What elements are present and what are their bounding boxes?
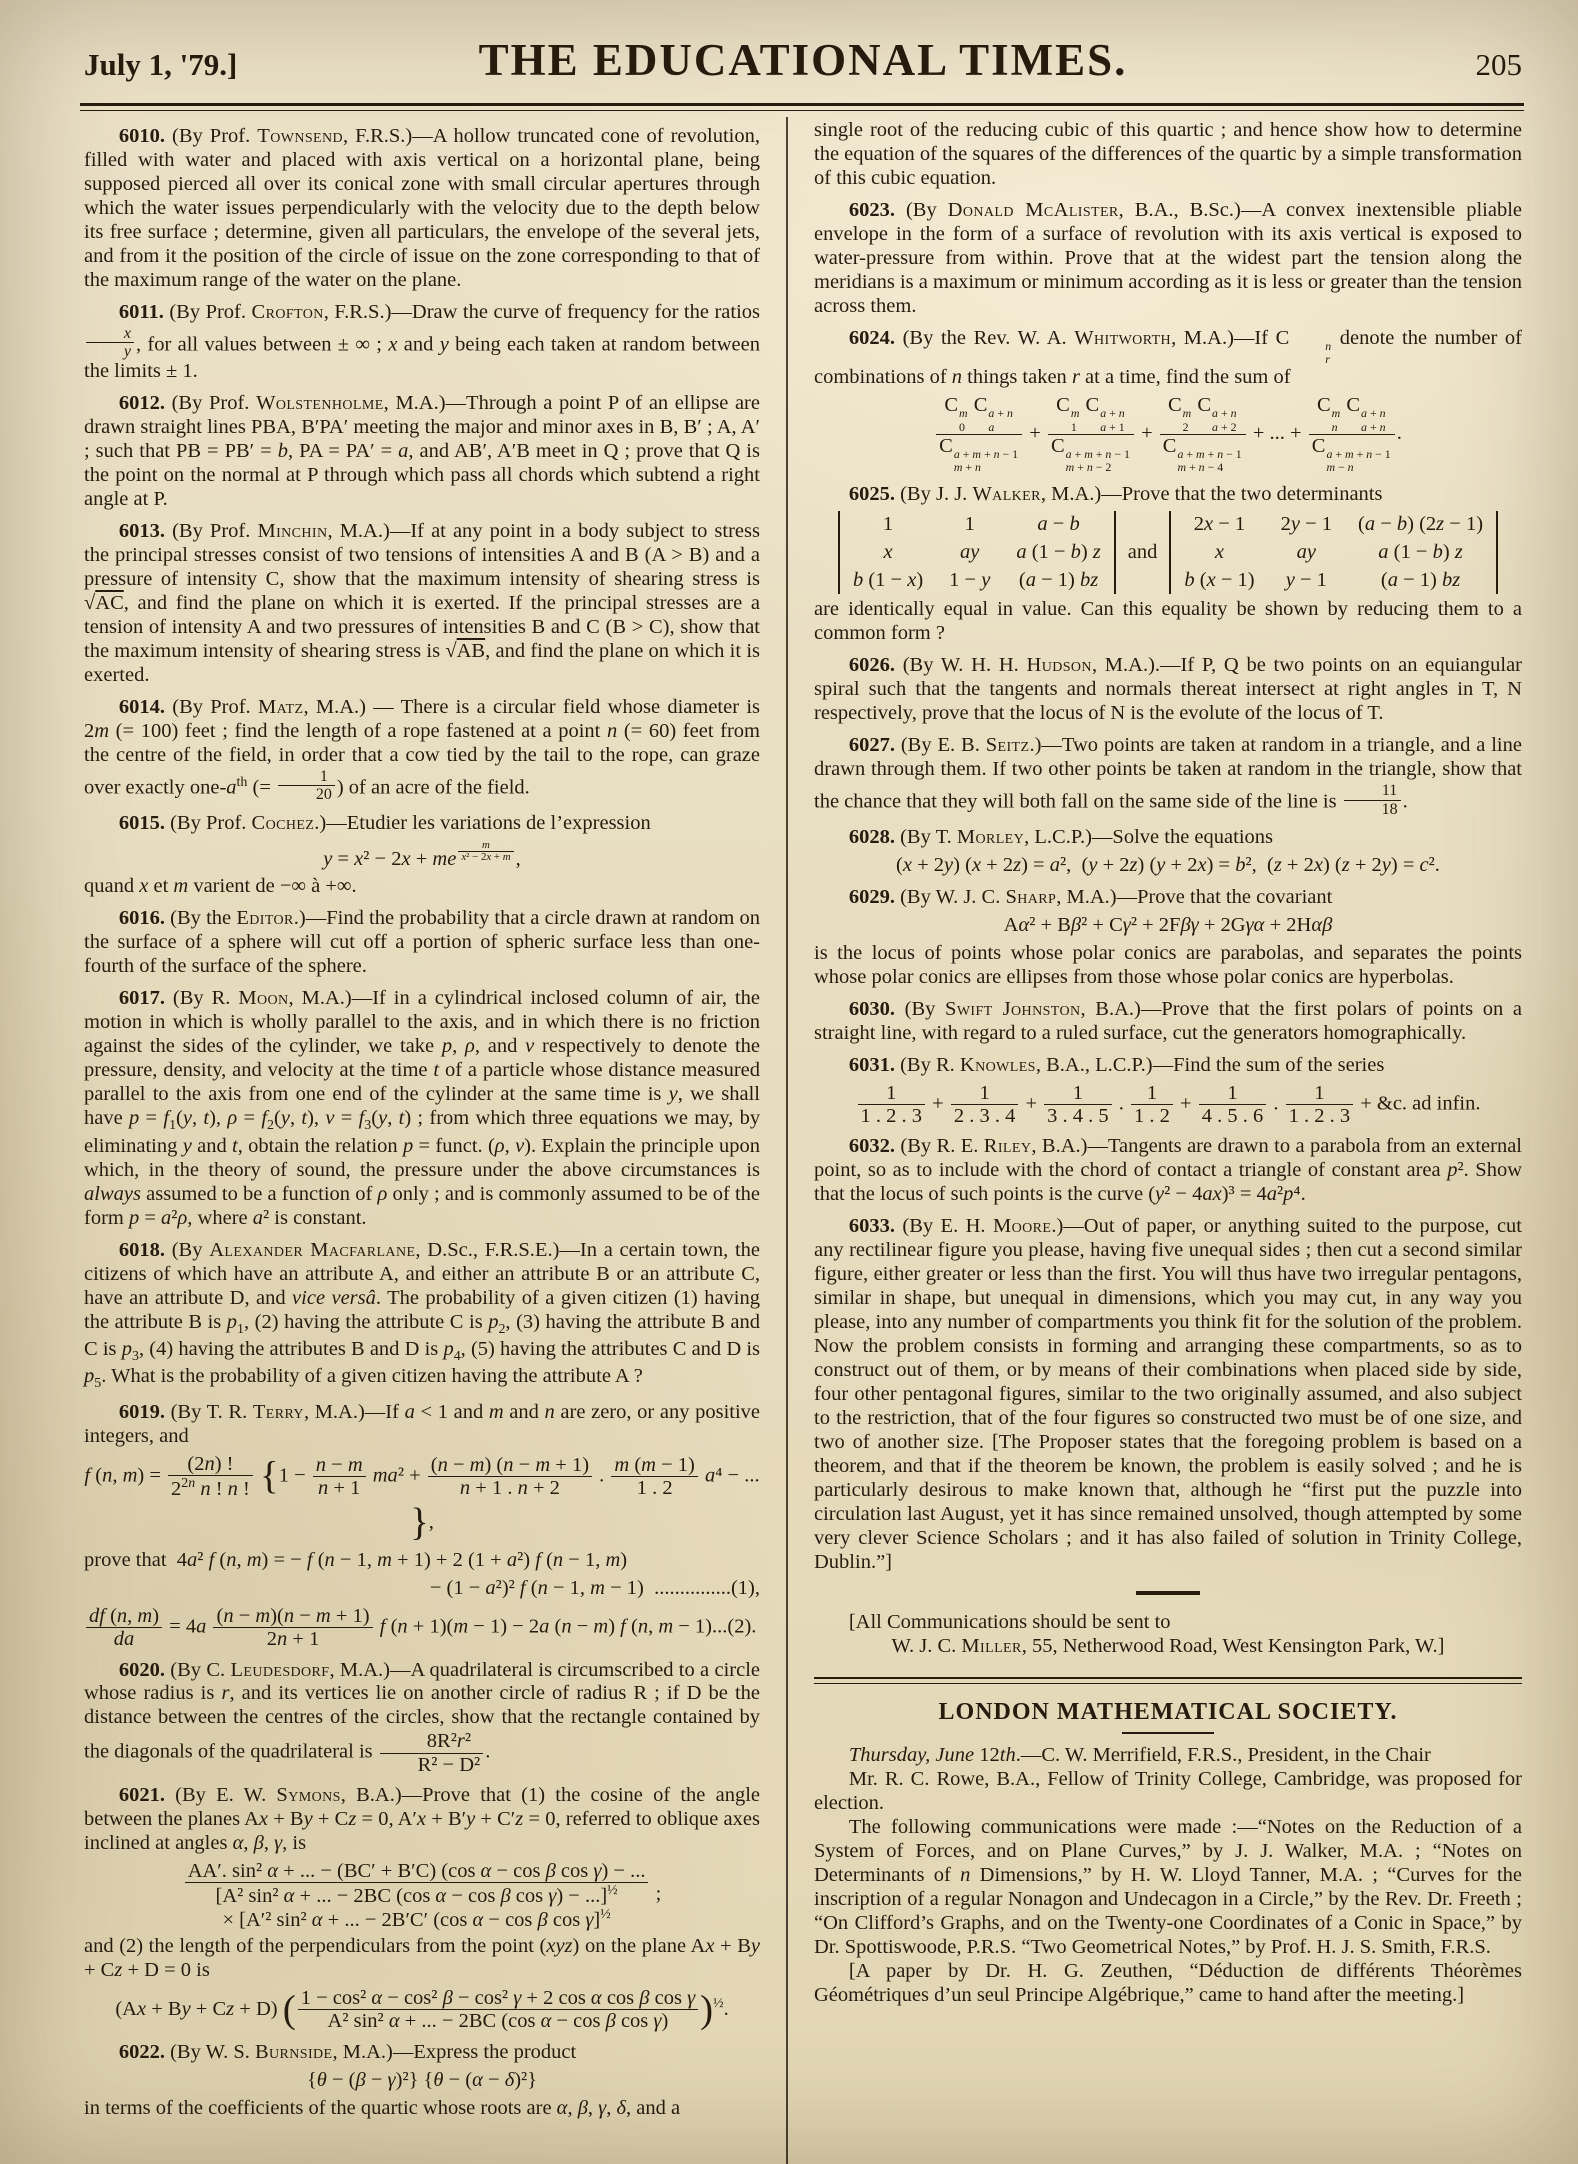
masthead: [84, 34, 1522, 87]
right-column: [786, 117, 1522, 2164]
masthead-title: THE EDUCATIONAL TIMES.: [478, 35, 1128, 85]
communications-notice: [814, 1611, 1522, 1659]
problem-6028: 6028. (By T. Morley, L.C.P.)—Solve the equations (x + 2y) (x + 2z) = a², (y + 2z) (y + 2x) = b², (z + 2x) (z + 2y) = c².: [848, 825, 1440, 876]
problem-6020: 6020. (By C. Leudesdorf, M.A.)—A quadrilateral is circumscribed to a circle whose radius is r, and its vertices lie on another circle of radius R ; if D be the distance between the centres of the circles, show that the rectangle contained by the diagonals of the quadrilateral is $\frac{\text{8R²r²}}{\text{R² − D²}}$ .: [84, 1658, 760, 1776]
lms-paragraph: Mr. R. C. Rowe, B.A., Fellow of Trinity College, Cambridge, was proposed for election.: [814, 1767, 1522, 1814]
problem-6024: 6024. (By the Rev. W. A. Whitworth, M.A.)—If C n r denote the number of combinations of n things taken r at a time, find the sum of C m 0 C a + n a C a + m + n − 1 m + n + C m 1 C a + n a + 1 C a + m + n − 1 m + n − 2 + C m 2 C a + n a + 2 C a + m + n − 1 m + n − 4 + ... + C m n C a + n a + n C a + m + n − 1 m − n .: [814, 326, 1522, 475]
problem-6017: 6017. (By R. Moon, M.A.)—If in a cylindrical inclosed column of air, the motion in which is wholly parallel to the axis, and in which there is no friction against the sides of the cylinder, we take p, ρ, and v respectively to denote the pressure, density, and velocity at the time t of a particle whose distance measured parallel to the axis from one end of the cylinder at the same time is y, we shall have $p = f_1(y$, t), $\rho = f_2(y$, t), $v = f_3(y$, t) ; from which three equations we may, by eliminating y and t, obtain the relation p = funct. (ρ, v). Explain the principle upon which, in the theory of sound, the pressure under the above circumstances is always assumed to be a function of ρ only ; and is commonly assumed to be of the form p = a²ρ, where a² is constant.: [84, 987, 761, 1229]
problem-6031: 6031. (By R. Knowles, B.A., L.C.P.)—Find the sum of the series $\frac{1}{1 . 2 . 3}$ + $\frac{1}{2 . 3 . 4}$ + $\frac{1}{3 . 4 . 5}$ . $\frac{1}{1 . 2}$ + $\frac{1}{4 . 5 . 6}$ . $\frac{1}{1 . 2 . 3}$ + &c. ad infin.: [848, 1053, 1481, 1127]
communications-line2: W. J. C. Miller, 55, Netherwood Road, West Kensington Park, W.]: [891, 1634, 1445, 1657]
lms-heading-rule: [1122, 1732, 1214, 1734]
problem-6032: 6032. (By R. E. Riley, B.A.)—Tangents are drawn to a parabola from an external point, so as to include with the chord of contact a triangle of constant area p². Show that the locus of such points is the curve (y² − 4ax)³ = 4a²p⁴.: [814, 1134, 1522, 1205]
page-number: 205: [1475, 47, 1522, 82]
section-rule: [1136, 1591, 1200, 1595]
communications-line1: [All Communications should be sent to: [848, 1610, 1171, 1633]
problem-6023: 6023. (By Donald McAlister, B.A., B.Sc.)—A convex inextensible pliable envelope in the form of a surface of revolution with its axis vertical is exposed to water-pressure from within. Prove that at the widest part the tension along the meridians is a maximum or minimum according as it is less or greater than the tension across them.: [814, 198, 1522, 317]
problem-6010: 6010. (By Prof. Townsend, F.R.S.)—A hollow truncated cone of revolution, filled with water and placed with axis vertical on a horizontal plane, being supposed pierced all over its conical zone with small circular apertures through which the water issues perpendicularly with the velocity due to the depth below its free surface ; determine, given all particulars, the envelope of the several jets, and from it the position of the circle of issue on the zone corresponding to that of the maximum range of the water on the plane.: [84, 125, 760, 291]
problem-6029: 6029. (By W. J. C. Sharp, M.A.)—Prove that the covariant Aα² + Bβ² + Cγ² + 2Fβγ + 2Gγα + 2Hαβ is the locus of points whose polar conics are parabolas, and separates the points whose polar conics are ellipses from those whose polar conics are hyperbolas.: [814, 885, 1522, 988]
problem-6025: 6025. (By J. J. Walker, M.A.)—Prove that the two determinants 1 1 a − b x ay a (1 − b) z b (1 − x) 1 − y (a − 1) bzand2x − 1 2y − 1 (a − b) (2z − 1) x ay a (1 − b) z b (x − 1) y − 1 (a − 1) bz are identically equal in value. Can this equality be shown by reducing them to a common form ?: [814, 482, 1522, 645]
problem-6027: 6027. (By E. B. Seitz.)—Two points are taken at random in a triangle, and a line drawn through them. If two other points be taken at random in the triangle, show that the chance that they will both fall on the same side of the line is $\frac{11}{18}$ .: [814, 734, 1522, 818]
problem-6022-continuation: single root of the reducing cubic of this quartic ; and hence show how to determine the equation of the squares of the differences of the quartic by a simple transformation of this cubic equation.: [814, 119, 1522, 189]
lms-paragraph: [A paper by Dr. H. G. Zeuthen, “Déduction de différents Théorèmes Géométriques d’un seul Principe Algébrique,” came to hand after the meeting.]: [814, 1959, 1522, 2006]
problem-6019: 6019. (By T. R. Terry, M.A.)—If a < 1 and m and n are zero, or any positive integers, and f (n, m) = $\frac{(2n) !}{2^{2n} n ! n !}$ {1 − $\frac{n - m}{n + 1}$ ma² + $\frac{(n - m) (n - m + 1)}{n + 1 . n + 2}$ . $\frac{m (m - 1)}{1 . 2}$ a⁴ − ... }, prove that 4a² f (n, m) = − f (n − 1, m + 1) + 2 (1 + a²) f (n − 1, m) − (1 − a²)² f (n − 1, m − 1) ...............(1), $\frac{df (n, m)}{da}$ = 4a $\frac{(n - m)(n - m + 1)}{2n + 1}$ f (n + 1)(m − 1) − 2a (n − m) f (n, m − 1)...(2).: [84, 1400, 761, 1651]
problem-6015: 6015. (By Prof. Cochez.)—Etudier les variations de l’expression y = x² − 2x + me $^{\frac{m}{\text{x² − 2x + m}}}$ , quand x et m varient de −∞ à +∞.: [84, 811, 651, 898]
lms-paragraph: Thursday, June 12th.—C. W. Merrifield, F.R.S., President, in the Chair: [848, 1743, 1431, 1766]
problem-6018: 6018. (By Alexander Macfarlane, D.Sc., F.R.S.E.)—In a certain town, the citizens of which have an attribute A, and either an attribute B or an attribute C, have an attribute D, and vice versâ. The probability of a given citizen (1) having the attribute B is $p_1$, (2) having the attribute C is $p_2$, (3) having the attribute B and C is $p_3$, (4) having the attributes B and D is $p_4$, (5) having the attributes C and D is $p_5$. What is the probability of a given citizen having the attribute A ?: [84, 1238, 761, 1392]
problem-6022: 6022. (By W. S. Burnside, M.A.)—Express the product {θ − (β − γ)²} {θ − (α − δ)²} in terms of the coefficients of the quartic whose roots are α, β, γ, δ, and a: [84, 2040, 681, 2119]
problem-6021: 6021. (By E. W. Symons, B.A.)—Prove that (1) the cosine of the angle between the planes Ax + By + Cz = 0, A′x + B′y + C′z = 0, referred to oblique axes inclined at angles α, β, γ, is AA′. sin² α + ... − (BC′ + B′C) (cos α − cos β cos γ) − ... [A² sin² α + ... − 2BC (cos α − cos β cos γ) − ...]$^{\frac{1}{2}}$ × [A′² sin² α + ... − 2B′C′ (cos α − cos β cos γ]$^{\frac{1}{2}}$ ; and (2) the length of the perpendiculars from the point (xyz) on the plane Ax + By + Cz + D = 0 is (Ax + By + Cz + D) ( $\frac{\text{1 − cos² α − cos² β − cos² γ + 2 cos α cos β cos γ}}{\text{A² sin² α + ... − 2BC (cos α − cos β cos γ)}}$ )$^{\frac{1}{2}}$.: [84, 1783, 760, 2033]
problem-6026: 6026. (By W. H. H. Hudson, M.A.).—If P, Q be two points on an equiangular spiral such that the tangents and normals thereat intersect at right angles in T, N respectively, prove that the locus of N is the evolute of the locus of T.: [814, 654, 1522, 725]
columns: [84, 117, 1522, 2164]
problem-6016: 6016. (By the Editor.)—Find the probability that a circle drawn at random on the surface of a sphere will cut off a portion of spheric surface less than one-fourth of the surface of the sphere.: [84, 907, 760, 978]
lms-heading: LONDON MATHEMATICAL SOCIETY.: [938, 1698, 1398, 1725]
lms-section: [814, 1698, 1522, 2008]
society-rule: [814, 1677, 1522, 1684]
problem-6033: 6033. (By E. H. Moore.)—Out of paper, or anything suited to the purpose, cut any rectilinear figure you please, having five unequal sides ; then cut a second similar figure, either greater or less than the first. You will thus have two irregular pentagons, similar in shape, but unequal in dimensions, which you may cut, in any way you please, into any number of compartments you think fit for the solution of the problem. Now the problem consists in forming and arranging these compartments, so as to construct out of them, or by means of their combinations when placed side by side, four other pentagonal figures, similar to the two originally assumed, and also subject to the restriction, that of the four figures so constructed two must be of one size, and two of another size. [The Proposer states that the foregoing problem is based on a theorem, and that if the theorem be known, the problem is easily solved ; and he is particularly desirous to make known that, although he “first put the puzzle into circulation last August, yet it has since remained unsolved, though attempted by some very clever Science Scholars ; and it has also failed of solution in Trinity College, Dublin.”]: [814, 1214, 1522, 1573]
problem-6011: 6011. (By Prof. Crofton, F.R.S.)—Draw the curve of frequency for the ratios $\frac{x}{y}$ , for all values between ± ∞ ; x and y being each taken at random between the limits ± 1.: [84, 300, 760, 383]
left-column: [84, 117, 786, 2164]
header-rule: [80, 103, 1524, 111]
masthead-date: July 1, '79.]: [84, 47, 238, 82]
problem-6014: 6014. (By Prof. Matz, M.A.) — There is a circular field whose diameter is 2m (= 100) feet ; find the length of a rope fastened at a point n (= 60) feet from the centre of the field, in order that a cow tied by the tail to the rope, can graze over exactly one-$a^{th}$ (= $\frac{1}{20}$ ) of an acre of the field.: [84, 696, 760, 804]
lms-paragraph: The following communications were made :—“Notes on the Reduction of a System of Forces, and on Plane Curves,” by J. J. Walker, M.A. ; “Notes on Determinants of n Dimensions,” by H. W. Lloyd Tanner, M.A. ; “Curves for the inscription of a regular Nonagon and Undecagon in a Circle,” by the Rev. Dr. Freeth ; “On Clifford’s Graphs, and on the Twenty-one Coordinates of a Conic in Space,” by Dr. Spottiswoode, P.R.S. “Two Geometrical Notes,” by Prof. H. J. S. Smith, F.R.S.: [814, 1815, 1522, 1958]
problem-6030: 6030. (By Swift Johnston, B.A.)—Prove that the first polars of points on a straight line, with regard to a ruled surface, cut the generators homographically.: [814, 997, 1522, 1044]
problem-6012: 6012. (By Prof. Wolstenholme, M.A.)—Through a point P of an ellipse are drawn straight lines PBA, B′PA′ meeting the major and minor axes in B, B′ ; A, A′ ; such that PB = PB′ = b, PA = PA′ = a, and AB′, A′B meet in Q ; prove that Q is the point on the normal at P through which pass all chords which subtend a right angle at P.: [84, 392, 760, 511]
problem-6013: 6013. (By Prof. Minchin, M.A.)—If at any point in a body subject to stress the principal stresses consist of two tensions of intensities A and B (A > B) and a pressure of intensity C, show that the maximum intensity of shearing stress is √AC, and find the plane on which it is exerted. If the principal stresses are a tension of intensity A and two pressures of intensities B and C (B > C), show that the maximum intensity of shearing stress is √AB, and find the plane on which it is exerted.: [84, 520, 760, 687]
